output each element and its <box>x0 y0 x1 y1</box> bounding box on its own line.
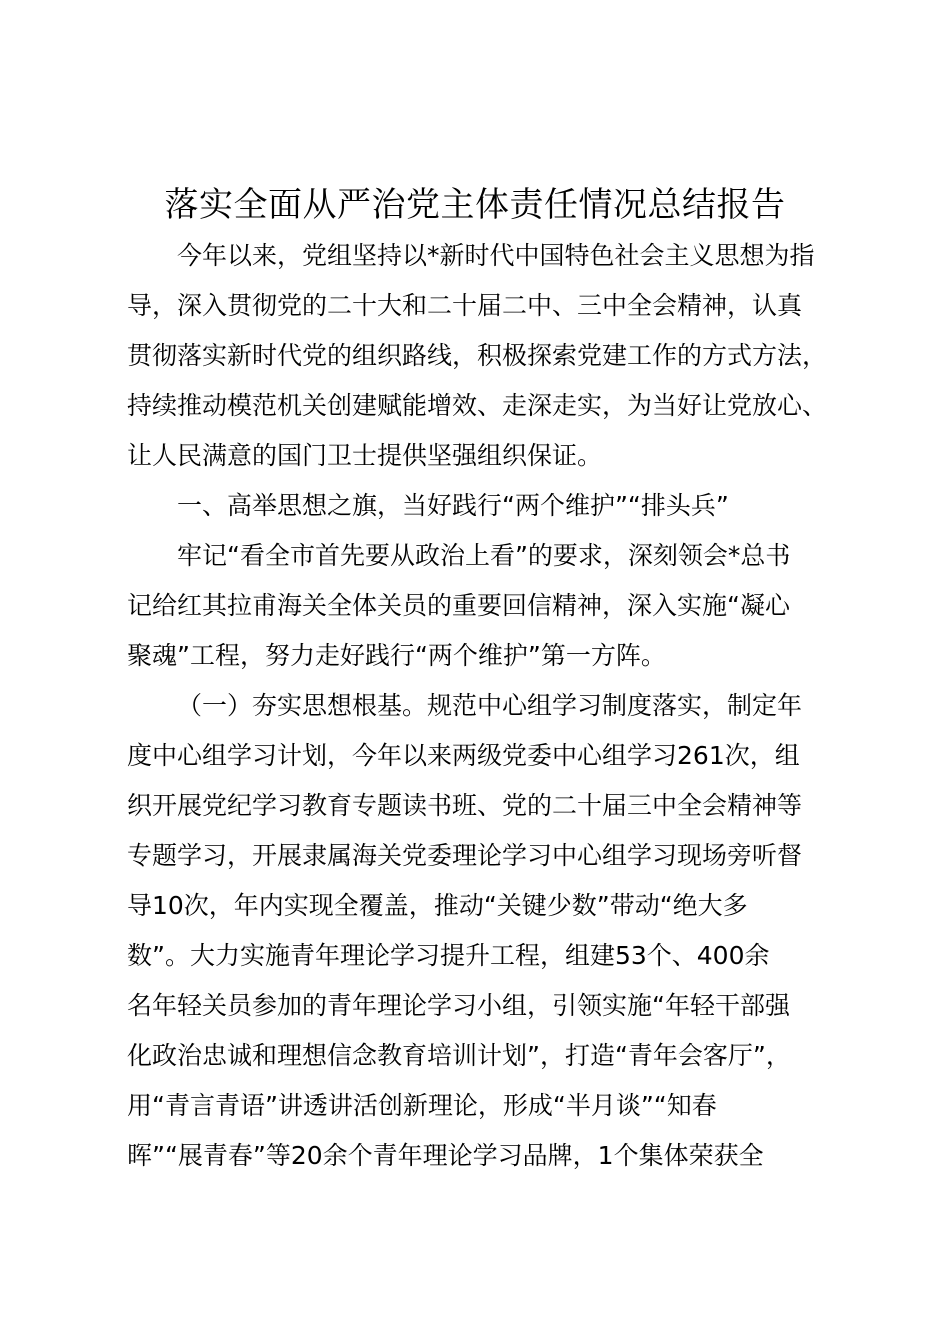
paragraph-line: 数”。大力实施青年理论学习提升工程，组建53个、400余 <box>127 941 770 970</box>
paragraph-line: 名年轻关员参加的青年理论学习小组，引领实施“年轻干部强 <box>127 991 790 1020</box>
paragraph-line: 牢记“看全市首先要从政治上看”的要求，深刻领会*总书 <box>177 541 791 570</box>
paragraph-line: 记给红其拉甫海关全体关员的重要回信精神，深入实施“凝心 <box>127 591 790 620</box>
paragraph-line: 持续推动模范机关创建赋能增效、走深走实，为当好让党放心、 <box>127 391 828 420</box>
document-title: 落实全面从严治党主体责任情况总结报告 <box>164 185 786 225</box>
paragraph-line: 今年以来，党组坚持以*新时代中国特色社会主义思想为指 <box>177 241 815 270</box>
paragraph-line: 贯彻落实新时代党的组织路线，积极探索党建工作的方式方法， <box>127 341 828 370</box>
paragraph-line: 织开展党纪学习教育专题读书班、党的二十届三中全会精神等 <box>127 791 803 820</box>
paragraph-line: 让人民满意的国门卫士提供坚强组织保证。 <box>127 441 603 470</box>
paragraph-line: 化政治忠诚和理想信念教育培训计划”，打造“青年会客厅”， <box>127 1041 791 1070</box>
paragraph-line: （一）夯实思想根基。规范中心组学习制度落实，制定年 <box>177 691 803 720</box>
section-heading: 一、高举思想之旗，当好践行“两个维护”“排头兵” <box>177 491 729 520</box>
paragraph-line: 度中心组学习计划，今年以来两级党委中心组学习261次，组 <box>127 741 800 770</box>
paragraph-line: 专题学习，开展隶属海关党委理论学习中心组学习现场旁听督 <box>127 841 803 870</box>
paragraph-line: 聚魂”工程，努力走好践行“两个维护”第一方阵。 <box>127 641 666 670</box>
paragraph-line: 晖”“展青春”等20余个青年理论学习品牌，1个集体荣获全 <box>127 1141 764 1170</box>
paragraph-line: 用“青言青语”讲透讲活创新理论，形成“半月谈”“知春 <box>127 1091 717 1120</box>
paragraph-line: 导10次，年内实现全覆盖，推动“关键少数”带动“绝大多 <box>127 891 748 920</box>
paragraph-line: 导，深入贯彻党的二十大和二十届二中、三中全会精神，认真 <box>127 291 803 320</box>
